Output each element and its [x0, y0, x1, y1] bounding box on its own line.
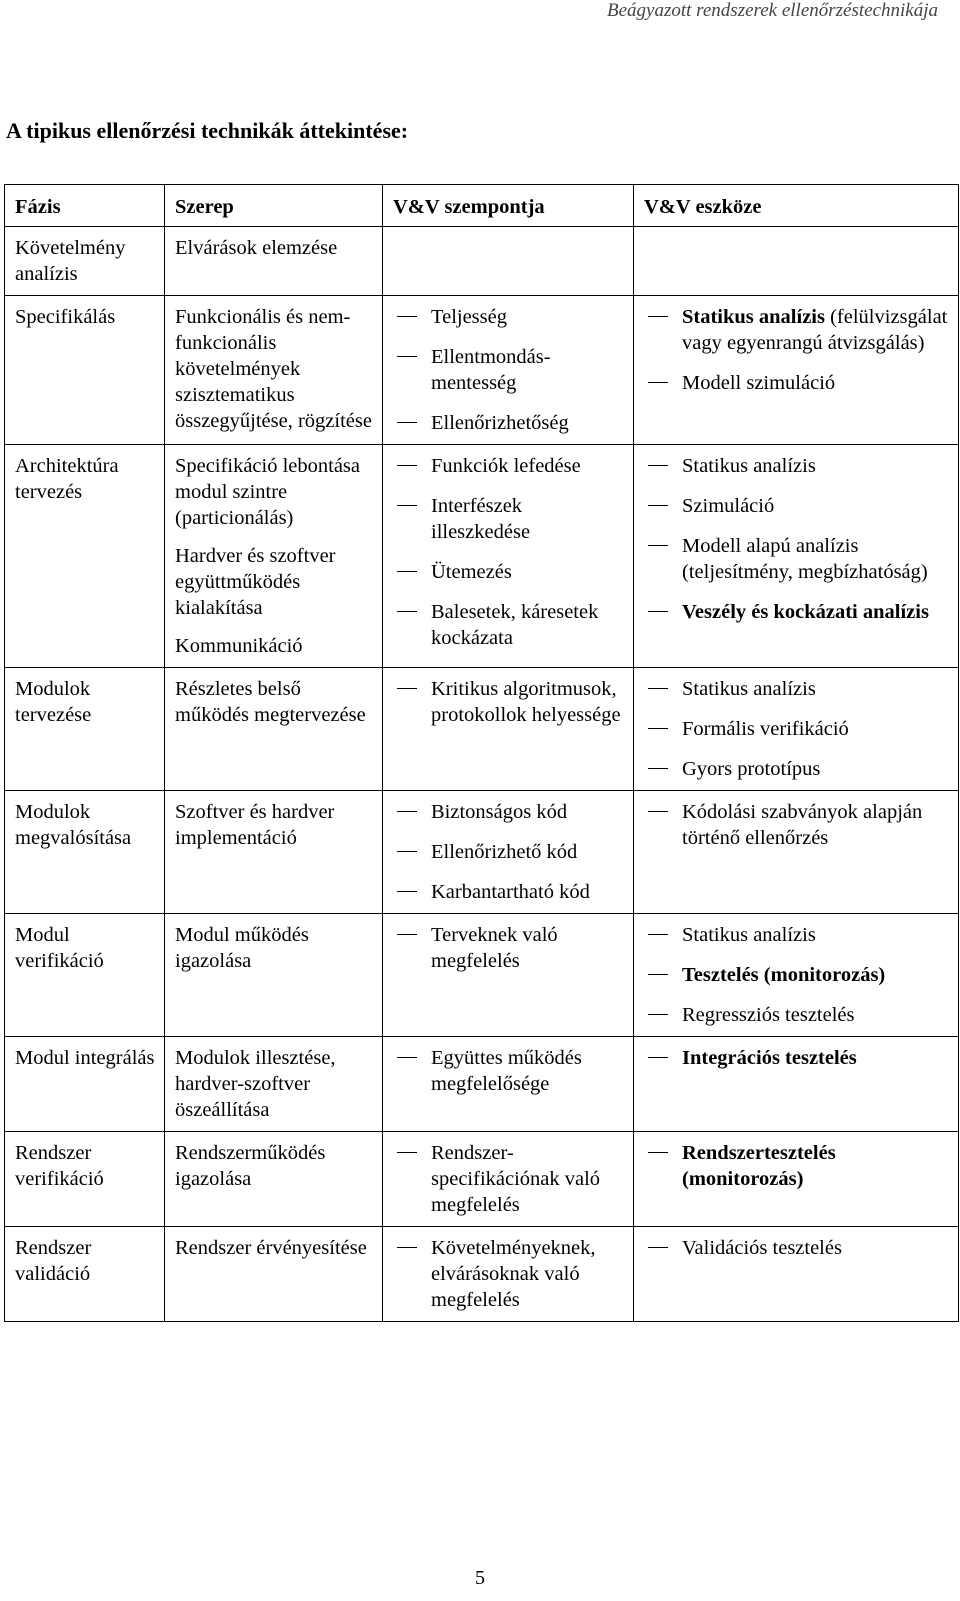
cell-role	[165, 1132, 383, 1227]
aspect-list	[393, 453, 625, 651]
cell-role	[165, 1227, 383, 1322]
aspect-item: Rendszer-specifikációnak való megfelelés	[393, 1140, 625, 1218]
tool-item-label: Veszély és kockázati analízis	[682, 601, 929, 623]
tool-item	[644, 1045, 950, 1071]
tool-item-label: Statikus analízis	[682, 455, 816, 477]
cell-role	[165, 914, 383, 1037]
tool-list	[644, 799, 950, 851]
cell-aspect	[383, 1132, 634, 1227]
tool-item	[644, 370, 950, 396]
cell-tool	[634, 1227, 959, 1322]
tool-item	[644, 493, 950, 519]
tool-item	[644, 453, 950, 479]
cell-aspect	[383, 791, 634, 914]
tool-item	[644, 922, 950, 948]
cell-aspect	[383, 1227, 634, 1322]
cell-role	[165, 296, 383, 445]
tool-item-label: Szimuláció	[682, 495, 775, 517]
aspect-item: Ellenőrizhetőség	[393, 410, 625, 436]
aspect-item: Ellentmondás-mentesség	[393, 344, 625, 396]
aspect-list	[393, 1235, 625, 1313]
tool-item-label: Rendszertesztelés (monitorozás)	[682, 1142, 836, 1190]
tool-item-label: Tesztelés (monitorozás)	[682, 964, 886, 986]
tool-list	[644, 922, 950, 1028]
cell-tool	[634, 296, 959, 445]
aspect-item: Követelményeknek, elvárásoknak való megfelelés	[393, 1235, 625, 1313]
cell-aspect	[383, 445, 634, 668]
tool-list	[644, 1045, 950, 1071]
aspect-item: Ütemezés	[393, 559, 625, 585]
tool-item	[644, 1235, 950, 1261]
column-header-aspect: V&V szempontja	[383, 185, 634, 227]
tool-item-label: Regressziós tesztelés	[682, 1004, 855, 1026]
aspect-item: Teljesség	[393, 304, 625, 330]
aspect-item: Együttes működés megfelelősége	[393, 1045, 625, 1097]
table-row	[5, 296, 959, 445]
role-paragraph: Kommunikáció	[175, 635, 303, 657]
tool-item	[644, 676, 950, 702]
aspect-item: Interfészek illeszkedése	[393, 493, 625, 545]
tool-item-note: (felülvizsgálat vagy egyenrangú átvizsgálás)	[682, 306, 948, 354]
page-number: 5	[475, 1567, 485, 1589]
tool-item	[644, 716, 950, 742]
cell-tool	[634, 914, 959, 1037]
cell-role	[165, 1037, 383, 1132]
role-paragraph: Rendszerműködés igazolása	[175, 1142, 326, 1190]
tool-item-label: Integrációs tesztelés	[682, 1047, 857, 1069]
table-row	[5, 1132, 959, 1227]
role-paragraph: Rendszer érvényesítése	[175, 1237, 367, 1259]
aspect-item: Ellenőrizhető kód	[393, 839, 625, 865]
role-paragraph: Funkcionális és nem-funkcionális követelmények szisztematikus összegyűjtése, rögzítése	[175, 306, 372, 432]
aspect-item: Karbantartható kód	[393, 879, 625, 905]
cell-aspect	[383, 1037, 634, 1132]
cell-tool	[634, 1037, 959, 1132]
role-paragraph: Specifikáció lebontása modul szintre (particionálás)	[175, 455, 361, 529]
role-paragraph: Hardver és szoftver együttműködés kialakítása	[175, 545, 336, 619]
column-header-tool: V&V eszköze	[634, 185, 959, 227]
tool-item-label: Modell szimuláció	[682, 372, 836, 394]
table-row	[5, 227, 959, 296]
tool-item	[644, 304, 950, 356]
cell-tool	[634, 668, 959, 791]
cell-phase: Modulok tervezése	[5, 668, 165, 791]
running-header: Beágyazott rendszerek ellenőrzéstechnikája	[607, 0, 938, 21]
tool-item-label: Statikus analízis	[682, 924, 816, 946]
tool-item	[644, 962, 950, 988]
cell-role	[165, 227, 383, 296]
table-row	[5, 445, 959, 668]
role-paragraph: Modul működés igazolása	[175, 924, 309, 972]
aspect-item: Balesetek, káresetek kockázata	[393, 599, 625, 651]
cell-tool	[634, 227, 959, 296]
tool-list	[644, 1235, 950, 1261]
tool-list	[644, 676, 950, 782]
table-row	[5, 1037, 959, 1132]
aspect-item: Kritikus algoritmusok, protokollok helyessége	[393, 676, 625, 728]
cell-aspect	[383, 668, 634, 791]
column-header-phase: Fázis	[5, 185, 165, 227]
section-heading: A tipikus ellenőrzési technikák áttekintése:	[6, 118, 409, 143]
table-row	[5, 791, 959, 914]
cell-phase: Architektúra tervezés	[5, 445, 165, 668]
cell-tool	[634, 791, 959, 914]
tool-item	[644, 799, 950, 851]
column-header-role: Szerep	[165, 185, 383, 227]
tool-item	[644, 756, 950, 782]
tool-item-label: Gyors prototípus	[682, 758, 821, 780]
tool-item-label: Kódolási szabványok alapján történő ellenőrzés	[682, 801, 923, 849]
cell-phase: Specifikálás	[5, 296, 165, 445]
table-row	[5, 668, 959, 791]
tool-item-label: Statikus analízis	[682, 678, 816, 700]
cell-phase: Követelmény analízis	[5, 227, 165, 296]
cell-role	[165, 791, 383, 914]
role-paragraph: Modulok illesztése, hardver-szoftver öszeállítása	[175, 1047, 336, 1121]
tool-item	[644, 599, 950, 625]
tool-list	[644, 1140, 950, 1192]
tool-item-label: Statikus analízis	[682, 306, 825, 328]
table-body	[5, 227, 959, 1322]
aspect-list	[393, 1045, 625, 1097]
role-paragraph: Részletes belső működés megtervezése	[175, 678, 366, 726]
tool-item-label: Formális verifikáció	[682, 718, 849, 740]
cell-role	[165, 445, 383, 668]
tool-item	[644, 533, 950, 585]
cell-phase: Modul integrálás	[5, 1037, 165, 1132]
tool-item-label: Modell alapú analízis (teljesítmény, megbízhatóság)	[682, 535, 928, 583]
cell-phase: Modul verifikáció	[5, 914, 165, 1037]
cell-aspect	[383, 227, 634, 296]
cell-phase: Modulok megvalósítása	[5, 791, 165, 914]
table-row	[5, 914, 959, 1037]
table-row	[5, 1227, 959, 1322]
aspect-item: Funkciók lefedése	[393, 453, 625, 479]
cell-tool	[634, 445, 959, 668]
aspect-list	[393, 304, 625, 436]
aspect-list	[393, 676, 625, 728]
tool-item-label: Validációs tesztelés	[682, 1237, 842, 1259]
vv-techniques-table	[4, 184, 959, 1322]
cell-aspect	[383, 296, 634, 445]
cell-phase: Rendszer validáció	[5, 1227, 165, 1322]
aspect-list	[393, 922, 625, 974]
tool-list	[644, 304, 950, 396]
tool-item	[644, 1140, 950, 1192]
cell-aspect	[383, 914, 634, 1037]
tool-item	[644, 1002, 950, 1028]
cell-phase: Rendszer verifikáció	[5, 1132, 165, 1227]
tool-list	[644, 453, 950, 625]
role-paragraph: Szoftver és hardver implementáció	[175, 801, 335, 849]
aspect-list	[393, 1140, 625, 1218]
table-header-row	[5, 185, 959, 227]
aspect-list	[393, 799, 625, 905]
cell-tool	[634, 1132, 959, 1227]
cell-role	[165, 668, 383, 791]
aspect-item: Biztonságos kód	[393, 799, 625, 825]
aspect-item: Terveknek való megfelelés	[393, 922, 625, 974]
role-paragraph: Elvárások elemzése	[175, 237, 338, 259]
